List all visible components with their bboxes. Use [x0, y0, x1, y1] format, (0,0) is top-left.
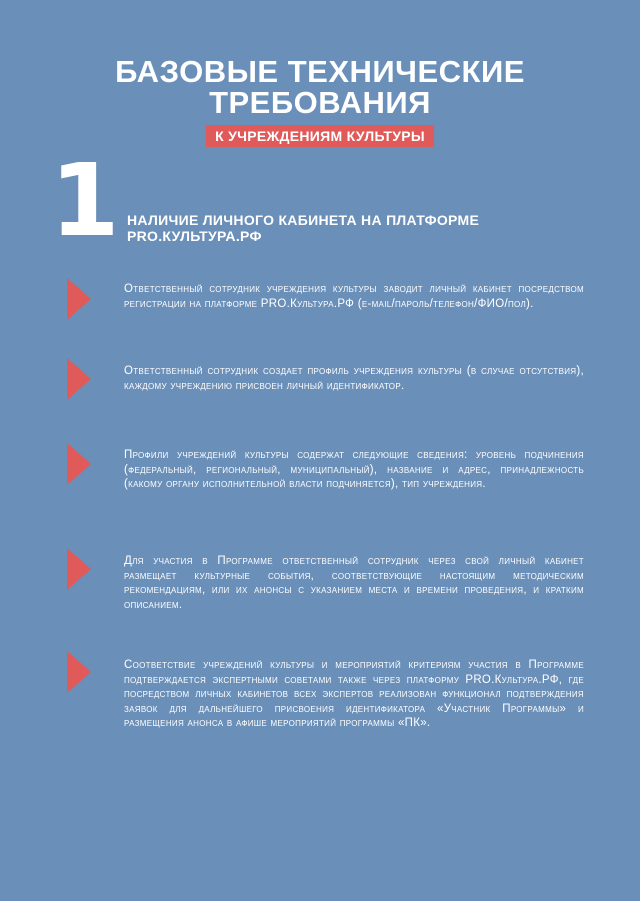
arrow-bullet-icon	[67, 443, 91, 485]
list-item-text: Ответственный сотрудник создает профиль учреждения культуры (в случае отсутствия), каждому учреждению присвоен личный идентификатор.	[124, 365, 584, 392]
subtitle-badge: К УЧРЕЖДЕНИЯМ КУЛЬТУРЫ	[206, 125, 434, 147]
section-heading	[127, 212, 557, 244]
section-heading-line-2: PRO.КУЛЬТУРА.РФ	[127, 228, 262, 244]
title-line-1: БАЗОВЫЕ ТЕХНИЧЕСКИЕ	[115, 54, 525, 89]
section-heading-line-1: НАЛИЧИЕ ЛИЧНОГО КАБИНЕТА НА ПЛАТФОРМЕ	[127, 212, 480, 228]
arrow-bullet-icon	[67, 278, 91, 320]
arrow-bullet-icon	[67, 651, 91, 693]
list-item-text: Ответственный сотрудник учреждения культуры заводит личный кабинет посредством регистрации на платформе PRO.Культура.РФ (e-mail/пароль/телефон/ФИО/пол).	[124, 283, 584, 310]
title-line-2: ТРЕБОВАНИЯ	[209, 85, 431, 120]
list-item-text: Для участия в Программе ответственный сотрудник через свой личный кабинет размещает культурные события, соответствующие настоящим методическим рекомендациям, или их анонсы с указанием места и времени проведения, и кратким описанием.	[124, 555, 584, 611]
list-item-text: Соответствие учреждений культуры и мероприятий критериям участия в Программе подтверждается экспертными советами также через платформу PRO.Культура.РФ, где посредством личных кабинетов всех экспертов реализован функционал подтверждения заявок для дальнейшего присвоения идентификатора «Участник Программы» и размещения анонса в афише мероприятий программы «ПК».	[124, 659, 584, 729]
arrow-bullet-icon	[67, 548, 91, 590]
page-title	[0, 56, 640, 118]
arrow-bullet-icon	[67, 358, 91, 400]
section-number: 1	[50, 142, 120, 259]
list-item-text: Профили учреждений культуры содержат следующие сведения: уровень подчинения (федеральный, региональный, муниципальный), название и адрес, принадлежность (какому органу исполнительной власти подчиняется), тип учреждения.	[124, 449, 584, 490]
